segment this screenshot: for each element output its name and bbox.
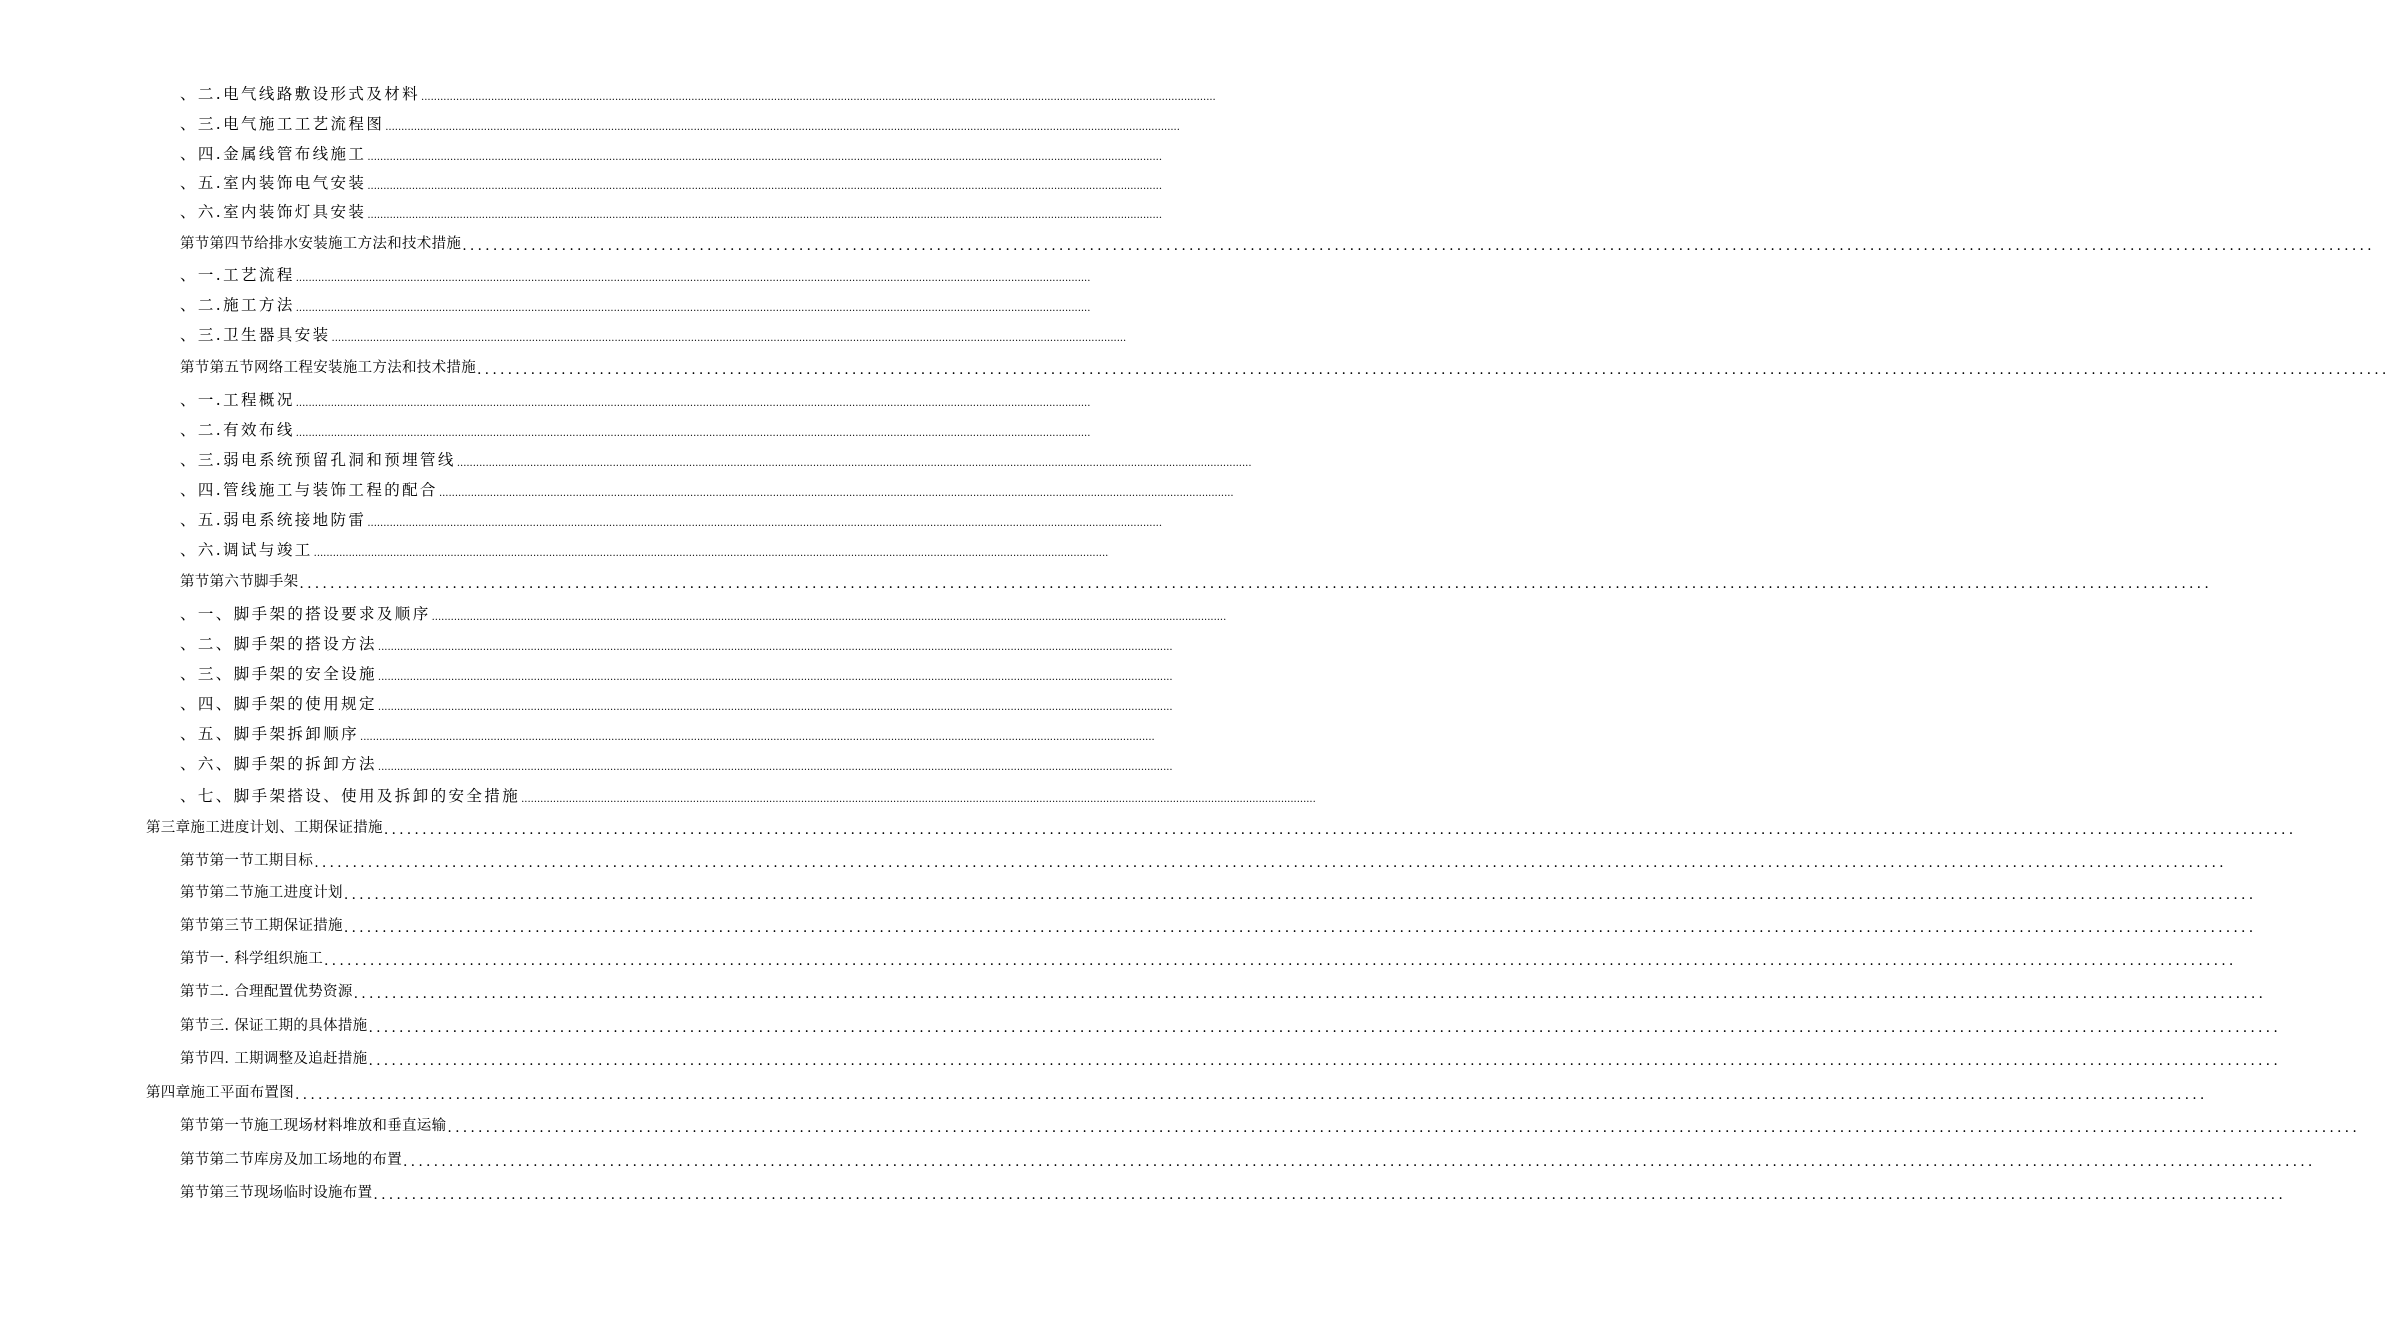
- toc-section[interactable]: [180, 1111, 2360, 1136]
- toc-section-title: 第五节网络工程安装施工方法和技术措施: [209, 360, 477, 376]
- dot-leader: ..........................................................................................................................................................................................................................................................: [377, 672, 1173, 683]
- dot-leader: ..........................................................................................................................................................................................................................................................: [377, 642, 1173, 653]
- list-mark: 、: [180, 85, 198, 103]
- dot-leader: ..........................................................................................................................................................................................................................................................: [368, 1020, 2281, 1036]
- list-mark: 、: [180, 541, 198, 559]
- section-prefix: 第节: [180, 984, 210, 1000]
- dot-leader: ..........................................................................................................................................................................................................................................................: [299, 576, 2212, 592]
- toc-entry-title: 五.弱电系统接地防雷: [197, 511, 367, 529]
- list-mark: 、: [180, 725, 198, 743]
- toc-entry[interactable]: [180, 660, 1173, 684]
- toc-section[interactable]: [180, 1178, 2286, 1203]
- section-prefix: 第节: [180, 1152, 210, 1168]
- toc-section-title: 第一节施工现场材料堆放和垂直运输: [209, 1118, 447, 1134]
- toc-section[interactable]: [180, 567, 2212, 592]
- dot-leader: ..........................................................................................................................................................................................................................................................: [521, 794, 1316, 805]
- toc-entry-title: 四.管线施工与装饰工程的配合: [197, 481, 438, 499]
- toc-entry[interactable]: [180, 476, 1234, 500]
- toc-entry-title: 一、脚手架的搭设要求及顺序: [197, 605, 431, 623]
- toc-section-title: 第三节现场临时设施布置: [209, 1185, 373, 1201]
- list-mark: 、: [180, 326, 198, 344]
- list-mark: 、: [180, 203, 198, 221]
- dot-leader: ..........................................................................................................................................................................................................................................................: [314, 855, 2227, 871]
- toc-section[interactable]: [180, 1011, 2281, 1036]
- toc-entry-title: 三、脚手架的安全设施: [197, 665, 377, 683]
- dot-leader: ..........................................................................................................................................................................................................................................................: [421, 92, 1216, 103]
- list-mark: 、: [180, 391, 198, 409]
- toc-entry-title: 二.电气线路敷设形式及材料: [197, 85, 421, 103]
- toc-entry[interactable]: [180, 536, 1109, 560]
- toc-entry[interactable]: [180, 506, 1163, 530]
- list-mark: 、: [180, 296, 198, 314]
- chapter-prefix: 第四章: [146, 1085, 191, 1101]
- list-mark: 、: [180, 665, 198, 683]
- dot-leader: ..........................................................................................................................................................................................................................................................: [313, 548, 1109, 559]
- dot-leader: ..........................................................................................................................................................................................................................................................: [456, 458, 1252, 469]
- toc-entry-title: 五、脚手架拆卸顺序: [197, 725, 360, 743]
- dot-leader: ..........................................................................................................................................................................................................................................................: [447, 1120, 2360, 1136]
- toc-entry[interactable]: [180, 291, 1091, 315]
- dot-leader: ..........................................................................................................................................................................................................................................................: [295, 398, 1091, 409]
- dot-leader: ..........................................................................................................................................................................................................................................................: [377, 702, 1173, 713]
- toc-entry-title: 六.调试与竣工: [197, 541, 313, 559]
- toc-entry[interactable]: [180, 321, 1127, 345]
- toc-entry[interactable]: [180, 720, 1155, 744]
- dot-leader: ..........................................................................................................................................................................................................................................................: [368, 1053, 2281, 1069]
- toc-entry-title: 二.有效布线: [197, 421, 295, 439]
- dot-leader: ..........................................................................................................................................................................................................................................................: [360, 732, 1155, 743]
- dot-leader: ..........................................................................................................................................................................................................................................................: [403, 1154, 2316, 1170]
- dot-leader: ..........................................................................................................................................................................................................................................................: [383, 822, 2297, 838]
- toc-entry[interactable]: [180, 386, 1091, 410]
- toc-entry[interactable]: [180, 110, 1180, 134]
- toc-entry-title: 三.电气施工工艺流程图: [197, 115, 385, 133]
- list-mark: 、: [180, 787, 198, 805]
- toc-entry-title: 三.弱电系统预留孔洞和预埋管线: [197, 451, 456, 469]
- toc-section-title: 第二节库房及加工场地的布置: [209, 1152, 403, 1168]
- dot-leader: ..........................................................................................................................................................................................................................................................: [373, 1187, 2286, 1203]
- dot-leader: ..........................................................................................................................................................................................................................................................: [295, 428, 1091, 439]
- toc-entry-title: 五.室内装饰电气安装: [197, 174, 367, 192]
- toc-entry-title: 七、脚手架搭设、使用及拆卸的安全措施: [197, 787, 521, 805]
- section-prefix: 第节: [180, 885, 210, 901]
- dot-leader: ..........................................................................................................................................................................................................................................................: [477, 362, 2390, 378]
- section-prefix: 第节: [180, 236, 210, 252]
- toc-entry[interactable]: [180, 600, 1227, 624]
- list-mark: 、: [180, 451, 198, 469]
- toc-entry[interactable]: [180, 80, 1216, 104]
- toc-entry-title: 六.室内装饰灯具安装: [197, 203, 367, 221]
- toc-section-title: 二. 合理配置优势资源: [209, 984, 353, 1000]
- list-mark: 、: [180, 145, 198, 163]
- dot-leader: ..........................................................................................................................................................................................................................................................: [367, 152, 1163, 163]
- section-prefix: 第节: [180, 574, 210, 590]
- list-mark: 、: [180, 511, 198, 529]
- toc-entry-title: 四、脚手架的使用规定: [197, 695, 377, 713]
- dot-leader: ..........................................................................................................................................................................................................................................................: [295, 1087, 2208, 1103]
- toc-entry-title: 一.工艺流程: [197, 266, 295, 284]
- toc-section[interactable]: [180, 911, 2257, 936]
- toc-entry-title: 三.卫生器具安装: [197, 326, 331, 344]
- toc-section-title: 第四节给排水安装施工方法和技术措施: [209, 236, 462, 252]
- toc-section-title: 第三节工期保证措施: [209, 918, 343, 934]
- dot-leader: ..........................................................................................................................................................................................................................................................: [367, 518, 1163, 529]
- toc-section[interactable]: [180, 229, 2375, 254]
- list-mark: 、: [180, 266, 198, 284]
- section-prefix: 第节: [180, 360, 210, 376]
- section-prefix: 第节: [180, 853, 210, 869]
- dot-leader: ..........................................................................................................................................................................................................................................................: [367, 181, 1163, 192]
- toc-section[interactable]: [180, 977, 2267, 1002]
- toc-chapter-title: 施工平面布置图: [190, 1085, 295, 1101]
- toc-entry[interactable]: [180, 261, 1091, 285]
- toc-entry[interactable]: [180, 416, 1091, 440]
- section-prefix: 第节: [180, 1051, 210, 1067]
- section-prefix: 第节: [180, 1185, 210, 1201]
- toc-chapter-title: 施工进度计划、工期保证措施: [190, 820, 383, 836]
- toc-entry[interactable]: [180, 140, 1163, 164]
- section-prefix: 第节: [180, 1018, 210, 1034]
- list-mark: 、: [180, 421, 198, 439]
- toc-chapter[interactable]: [146, 1078, 2208, 1103]
- dot-leader: ..........................................................................................................................................................................................................................................................: [343, 920, 2257, 936]
- dot-leader: ..........................................................................................................................................................................................................................................................: [431, 612, 1227, 623]
- dot-leader: ..........................................................................................................................................................................................................................................................: [377, 762, 1173, 773]
- section-prefix: 第节: [180, 918, 210, 934]
- toc-entry[interactable]: [180, 169, 1163, 193]
- toc-section-title: 第一节工期目标: [209, 853, 314, 869]
- toc-entry[interactable]: [180, 690, 1173, 714]
- dot-leader: ..........................................................................................................................................................................................................................................................: [295, 303, 1091, 314]
- section-prefix: 第节: [180, 1118, 210, 1134]
- toc-chapter[interactable]: [146, 813, 2297, 838]
- toc-entry[interactable]: [180, 750, 1173, 774]
- toc-entry[interactable]: [180, 198, 1163, 222]
- dot-leader: ..........................................................................................................................................................................................................................................................: [353, 986, 2267, 1002]
- list-mark: 、: [180, 605, 198, 623]
- toc-entry-title: 一.工程概况: [197, 391, 295, 409]
- toc-entry-title: 六、脚手架的拆卸方法: [197, 755, 377, 773]
- list-mark: 、: [180, 755, 198, 773]
- list-mark: 、: [180, 635, 198, 653]
- list-mark: 、: [180, 174, 198, 192]
- dot-leader: ..........................................................................................................................................................................................................................................................: [385, 122, 1180, 133]
- dot-leader: ..........................................................................................................................................................................................................................................................: [295, 273, 1091, 284]
- dot-leader: ..........................................................................................................................................................................................................................................................: [324, 953, 2237, 969]
- dot-leader: ..........................................................................................................................................................................................................................................................: [462, 238, 2375, 254]
- toc-section[interactable]: [180, 1145, 2316, 1170]
- toc-entry[interactable]: [180, 446, 1252, 470]
- dot-leader: ..........................................................................................................................................................................................................................................................: [331, 333, 1127, 344]
- toc-section-title: 第二节施工进度计划: [209, 885, 343, 901]
- toc-section[interactable]: [180, 944, 2237, 969]
- dot-leader: ..........................................................................................................................................................................................................................................................: [438, 488, 1234, 499]
- dot-leader: ..........................................................................................................................................................................................................................................................: [343, 887, 2257, 903]
- toc-section[interactable]: [180, 878, 2257, 903]
- toc-entry[interactable]: [180, 630, 1173, 654]
- toc-entry-title: 二.施工方法: [197, 296, 295, 314]
- toc-entry-title: 四.金属线管布线施工: [197, 145, 367, 163]
- list-mark: 、: [180, 481, 198, 499]
- toc-section[interactable]: [180, 353, 2390, 378]
- section-prefix: 第节: [180, 951, 210, 967]
- toc-section-title: 三. 保证工期的具体措施: [209, 1018, 368, 1034]
- toc-entry[interactable]: [180, 782, 1316, 806]
- toc-section-title: 一. 科学组织施工: [209, 951, 324, 967]
- dot-leader: ..........................................................................................................................................................................................................................................................: [367, 210, 1163, 221]
- chapter-prefix: 第三章: [146, 820, 191, 836]
- toc-section-title: 四. 工期调整及追赶措施: [209, 1051, 368, 1067]
- toc-section[interactable]: [180, 846, 2227, 871]
- toc-entry-title: 二、脚手架的搭设方法: [197, 635, 377, 653]
- toc-section-title: 第六节脚手架: [209, 574, 299, 590]
- toc-section[interactable]: [180, 1044, 2281, 1069]
- list-mark: 、: [180, 115, 198, 133]
- list-mark: 、: [180, 695, 198, 713]
